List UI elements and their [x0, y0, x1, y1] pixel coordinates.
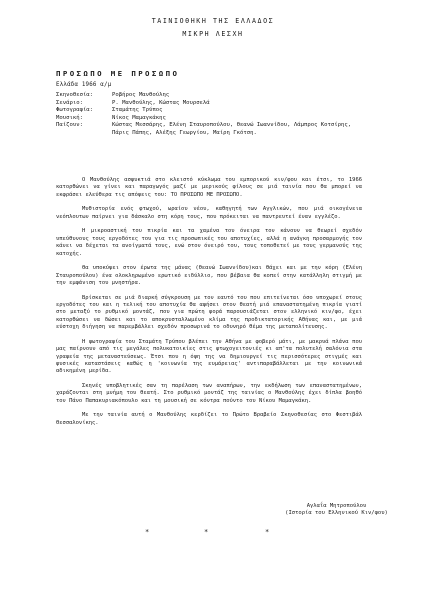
review-paragraph: Η φωτογραφία του Σταμάτη Τρύπου βλέπει την Αθήνα με φοβερό μάτι, με μακρυά πλάνα που μας παίρνουν από τις μεγάλες πολυκατοικίες στις φτωχογειτονιές κι απ'τα πολυτελή σαλόνια στα γραφεία της μεταναστεύσεως. Έτσι που η όψη της να δημιουργεί τις περισσότερες στιγμές και φυσικές καταστάσεις καθώς η 'κοινωνία της ευμάρειας' αντιπαραβάλλεται με την κοινωνικά αδικημένη μερίδα.	[56, 338, 362, 375]
credit-label: Σκηνοθεσία:	[56, 92, 94, 98]
review-body	[56, 177, 362, 434]
star-mark: *	[204, 528, 209, 536]
credits-list	[56, 92, 367, 137]
credit-value: Σταμάτης Τρύπος	[112, 107, 163, 113]
credit-row	[56, 100, 367, 108]
credit-label: Παίζουν:	[56, 122, 83, 128]
credit-row	[56, 122, 367, 137]
credit-value: Κώστας Μεσσάρης, Ελένη Σταυροπούλου, Θεανώ Ιωαννίδου, Λάμπρος Κοτσίρης, Πάρις Πάπης, Αλέξης Γεωργίου, Μαίρη Γκότση.	[112, 122, 352, 136]
archive-name: ΤΑΙΝΙΟΘΗΚΗ ΤΗΣ ΕΛΛΑΔΟΣ	[151, 17, 275, 25]
review-paragraph: Θα υποκύψει στον έρωτα της μάνας (Θεανώ Ιωαννίδου)και θάχει και με την κόρη (Ελένη Σταυροπούλου) ένα ολοκληρωμένο ερωτικό ειδύλλιο, που βέβαια θα κοπεί στην κατάλληλη στιγμή με την εμφάνιση του μνηστήρα.	[56, 265, 362, 287]
club-name: ΜΙΚΡΗ ΛΕΣΧΗ	[182, 30, 244, 38]
review-paragraph: Βρίσκεται σε μιά διαρκή σύγκρουση με τον εαυτό του που επιτείνεται όσο υποχωρεί στους εργοδότες του και η τελική του αποτυχία θα αφήσει στον θεατή μιά επαναστατημένη πικρία γιατί στο μεταξύ το ρυθμικό μοντάζ, που για πρώτη φορά παρουσιάζεται στον ελληνικό κιν/φο, έχει κατορθώσει να δώσει και το αποκρυσταλλωμένο κλίμα της προδικτατορικής Αθήνας και, με μιά εύστοχη διήγηση να παρεμβάλλει σχεδόν προσωρινά το οδυνηρό θέμα της μεταπολίτευσης.	[56, 294, 362, 331]
star-mark: *	[265, 528, 270, 536]
author-source: (Ιστορία του Ελληνικού Κιν/φου)	[285, 510, 388, 517]
film-title: ΠΡΟΣΩΠΟ ΜΕ ΠΡΟΣΩΠΟ	[56, 69, 180, 78]
film-meta: Ελλάδα 1966 α/μ	[56, 82, 112, 88]
star-mark: *	[145, 528, 150, 536]
review-paragraph: Σκηνές υποβλητικές σαν τη παρέλαση των αναπήρων, την εκδήλωση των επαναστατημένων, χαράζονται στη μνήμη του θεατή. Στο ρυθμικό μοντάζ της ταινίας ο Μανθούλης έχει δίπλα βοηθό τον Πάνο Παπακυριακόπουλο και τη μουσική σε κόντρα πούντο του Νίκου Μαμαγκάκη.	[56, 383, 362, 404]
credit-value: Ρ. Μανθούλης, Κώστας Μουρσελά	[112, 99, 210, 106]
review-paragraph: Ο Μανθούλης ασφυκτιά στο κλειστό κύκλωμα του εμπορικού κιν/φου και έτσι, το 1966 κατορθώνει να γίνει και παραγωγός μαζί με μερικούς φίλους σε μιά ταινία που θα μπορεί να εκφράσει ελεύθερα τις απόψεις του: ΤΟ ΠΡΟΣΩΠΟ ΜΕ ΠΡΟΣΩΠΟ.	[56, 177, 362, 198]
credit-label: Φωτογραφία:	[56, 107, 94, 113]
review-paragraph: Με την ταινία αυτή ο Μανθούλης κερδίζει το Πρώτο Βραβείο Σκηνοθεσίας στο Φεστιβάλ Θεσσαλονίκης.	[56, 412, 362, 426]
credit-row	[56, 115, 367, 123]
credit-label: Σενάριο:	[56, 99, 83, 106]
review-paragraph: Η μικροαστική του πικρία και τα χαμένα του όνειρα τον κάνουν να θεωρεί σχεδόν υπεύθυνους τους εργοδότες του για τις προσωπικές του αποτυχίες, αλλά η ανάγκη προσαρμογής τον κάνει να δέχεται τα ανοίγματά τους, ενώ στον όνειρό του, τους τοποθετεί με τους γερμανούς της κατοχής.	[56, 228, 362, 257]
author-name: Αγλαΐα Μητροπούλου	[306, 503, 367, 509]
credit-row	[56, 107, 367, 115]
credit-value: Ροβήρος Μανθούλης	[112, 92, 170, 98]
credit-row	[56, 92, 367, 100]
credit-value: Νίκος Μαμαγκάκης	[112, 114, 166, 121]
credit-label: Μουσική:	[56, 114, 83, 121]
signature-block	[274, 503, 399, 518]
review-paragraph: Μυθιστορία ενός φτωχού, ωραίου νέου, καθηγητή των Αγγλικών, που μιά οικογένεια νεόπλουτων παίρνει για δάσκαλο στη κόρη τους, που πρόκειται να παντρευτεί έναν εγγλέζο.	[56, 206, 362, 220]
